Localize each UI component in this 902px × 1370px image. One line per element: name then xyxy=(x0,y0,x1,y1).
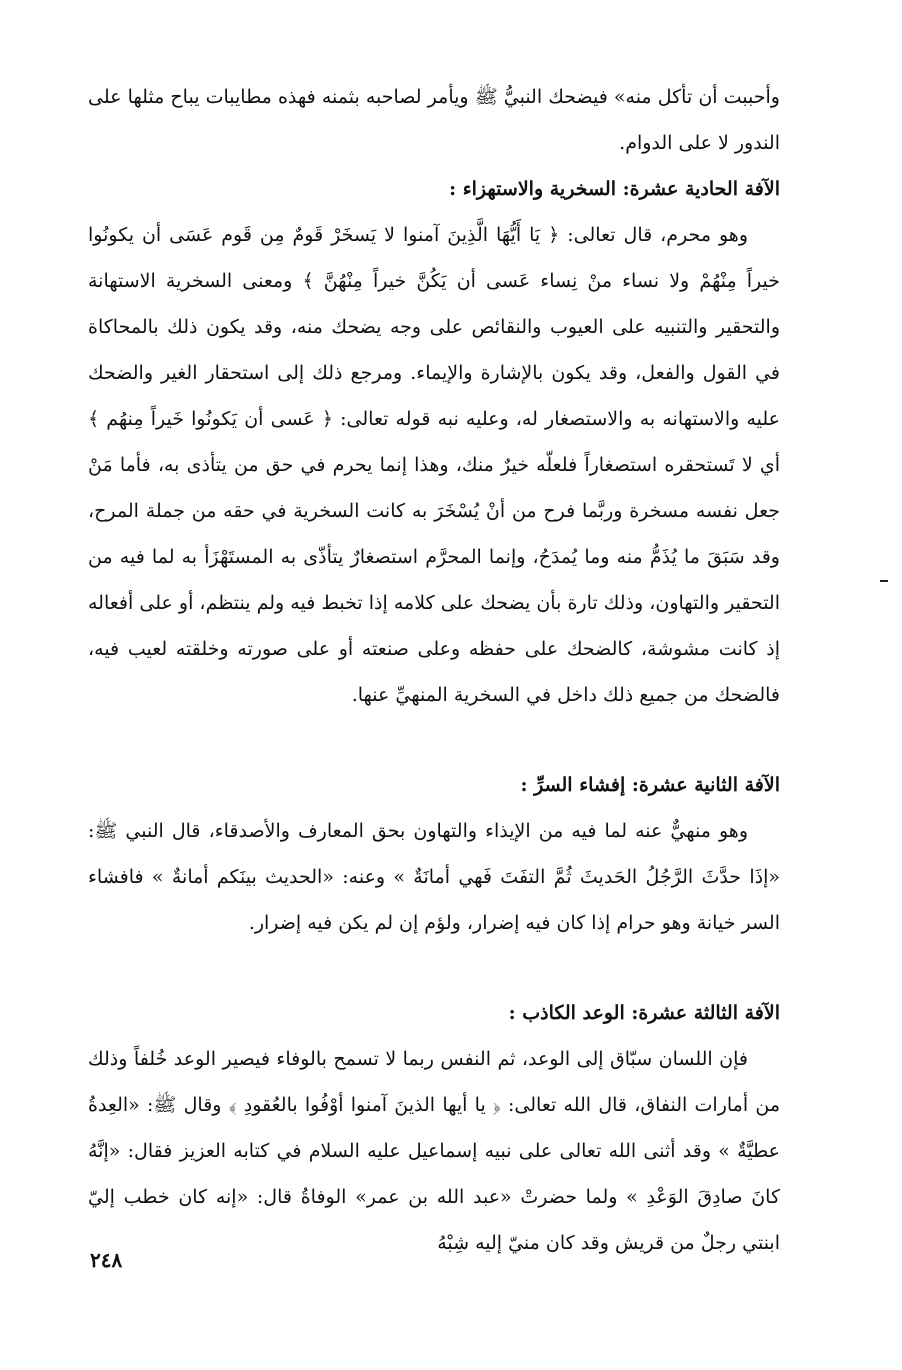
paragraph-opening: وأحببت أن تأكل منه» فيضحك النبيُّ ﷺ ويأمر لصاحبه بثمنه فهذه مطايبات يباح مثلها على الندور لا على الدوام. xyxy=(88,86,780,154)
paragraph-mockery: وهو محرم، قال تعالى: ﴿ يَا أَيُّهَا الَّذِينَ آمنوا لا يَسخَرْ قَومٌ مِن قَوم عَسَى أن يكونُوا خيراً مِنْهُمْ ولا نساء منْ نِساء عَسى أن يَكُنَّ خيراً مِنْهُنَّ ﴾ ومعنى السخرية الاستهانة والتحقير والتنبيه على العيوب والنقائص على وجه يضحك منه، وقد يكون ذلك بالمحاكاة في القول والفعل، وقد يكون بالإشارة والإيماء. ومرجع ذلك إلى استحقار الغير والضحك عليه والاستهانه به والاستصغار له، وعليه نبه قوله تعالى: ﴿ عَسى أن يَكونُوا خَيراً مِنهُم ﴾ أي لا تَستحقره استصغاراً فلعلّه خيرٌ منك، وهذا إنما يحرم في حق من يتأذى به، فأما مَنْ جعل نفسه مسخرة وربَّما فرح من أنْ يُسْخَرَ به كانت السخرية في حقه من جملة المرح، وقد سَبَقَ ما يُذَمُّ منه وما يُمدَحُ، وإنما المحرَّم استصغارٌ يتأذّى به المستَهْزَأ به لما فيه من التحقير والتهاون، وذلك تارة بأن يضحك على كلامه إذا تخبط فيه ولم ينتظم، أو على أفعاله إذ كانت مشوشة، كالضحك على حفظه وعلى صنعته أو على صورته وخلقته لعيب فيه، فالضحك من جميع ذلك داخل في السخرية المنهيِّ عنها. xyxy=(88,224,780,706)
margin-mark xyxy=(880,580,888,582)
page-number: ٢٤٨ xyxy=(90,1248,123,1272)
section-heading-13: الآفة الثالثة عشرة: الوعد الكاذب : xyxy=(508,1002,780,1024)
paragraph-secret: وهو منهيٌّ عنه لما فيه من الإيذاء والتهاون بحق المعارف والأصدقاء، قال النبي ﷺ: «إذَا حدَّثَ الرَّجُلُ الحَديثَ ثُمَّ التفَتَ فَهي أمانَةٌ » وعنه: «الحديث بينَكم أمانةٌ » فافشاء السر خيانة وهو حرام إذا كان فيه إضرار، ولؤم إن لم يكن فيه إضرار. xyxy=(88,820,780,934)
paragraph-false-promise: فإن اللسان سبّاق إلى الوعد، ثم النفس ربما لا تسمح بالوفاء فيصير الوعد خُلفاً وذلك من أمارات النفاق، قال الله تعالى: ﴿ يا أيها الذينَ آمنوا أوْفُوا بالعُقودِ ﴾ وقال ﷺ: «العِدةُ عطيَّةٌ » وقد أثنى الله تعالى على نبيه إسماعيل عليه السلام في كتابه العزيز فقال: «إنَّهُ كانَ صادِقَ الوَعْدِ » ولما حضرتْ «عبد الله بن عمر» الوفاةُ قال: «إنه كان خطب إليّ ابنتي رجلٌ من قريش وقد كان منيّ إليه شِبْهُ xyxy=(88,1048,780,1254)
page-body xyxy=(88,74,780,1266)
section-heading-12: الآفة الثانية عشرة: إفشاء السرِّ : xyxy=(520,774,780,796)
section-heading-11: الآفة الحادية عشرة: السخرية والاستهزاء : xyxy=(449,178,780,200)
